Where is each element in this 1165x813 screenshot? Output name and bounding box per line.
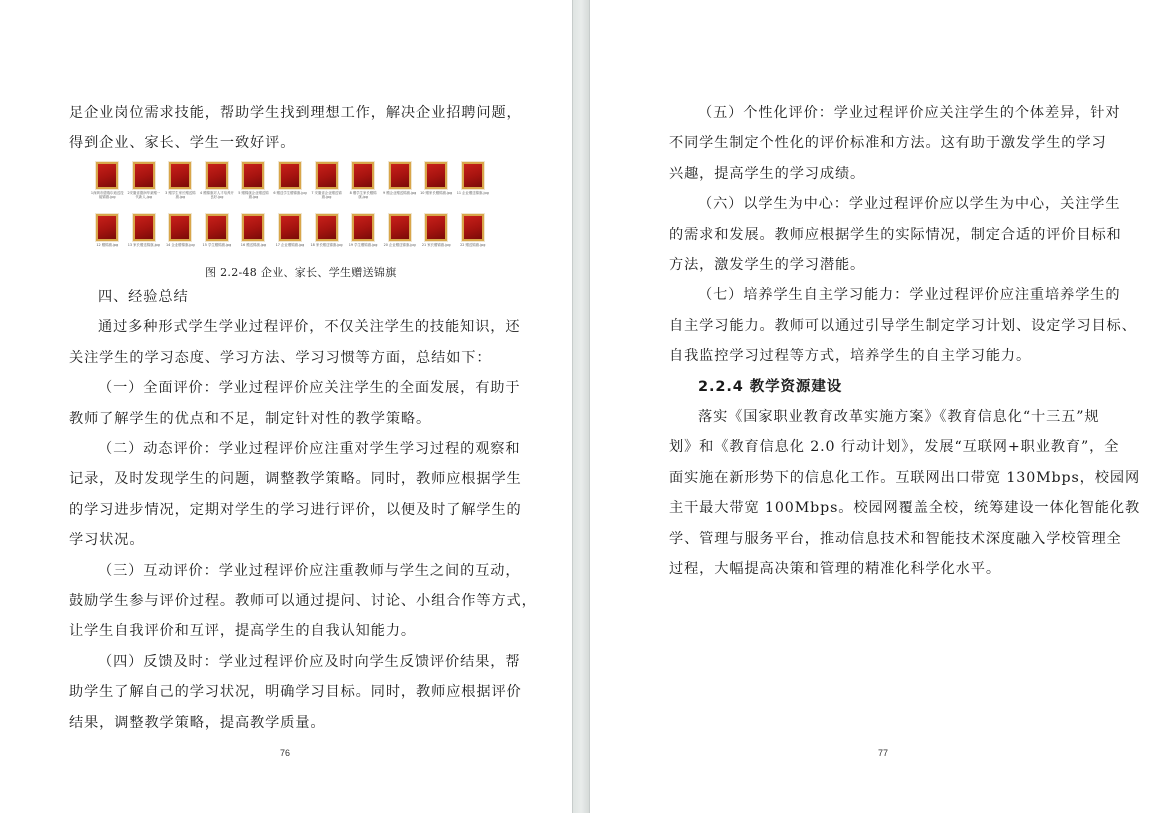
photo-caption: 6 赠送学生赠锦旗.jpg — [273, 191, 307, 195]
photo-caption: 16 赠送锦旗.jpg — [240, 243, 267, 247]
banner-image — [242, 214, 264, 241]
photo-figure — [90, 160, 490, 264]
banner-photo — [382, 160, 417, 212]
banner-image — [242, 162, 264, 189]
banner-photo — [90, 212, 125, 264]
banner-image — [316, 214, 338, 241]
photo-caption: 22 赠送锦旗.jpg — [460, 243, 486, 247]
banner-photo — [309, 160, 344, 212]
text-line: 结果，调整教学策略，提高教学质量。 — [69, 714, 326, 731]
banner-photo — [236, 160, 271, 212]
photo-caption: 20 企业赠送锦旗.jpg — [383, 243, 416, 247]
page-gutter — [572, 0, 590, 813]
banner-photo — [455, 212, 490, 264]
text-line: 方法，激发学生的学习潜能。 — [669, 257, 866, 274]
photo-caption: 3 赠学生家长赠送锦旗.jpg — [165, 191, 196, 200]
photo-caption: 10 赠家长赠锦旗.jpg — [420, 191, 453, 195]
text-line: 记录，及时发现学生的问题，调整教学策略。同时，教师应根据学生 — [69, 471, 522, 488]
photo-caption: 21 家长赠锦旗.jpg — [421, 243, 451, 247]
text-line: （七）培养学生自主学习能力：学业过程评价应注重培养学生的 — [698, 287, 1121, 304]
text-line: 足企业岗位需求技能，帮助学生找到理想工作，解决企业招聘问题， — [69, 105, 522, 121]
text-line: 鼓励学生参与评价过程。教师可以通过提问、讨论、小组合作等方式， — [69, 593, 537, 610]
photo-caption: 18 家长赠送锦旗.jpg — [310, 243, 343, 247]
text-line: 教师了解学生的优点和不足，制定针对性的教学策略。 — [69, 410, 432, 427]
banner-image — [279, 162, 301, 189]
banner-photo — [455, 160, 490, 212]
banner-image — [462, 214, 484, 241]
text-line: 自我监控学习过程等方式，培养学生的自主学习能力。 — [669, 348, 1032, 365]
text-line: 通过多种形式学生学业过程评价，不仅关注学生的技能知识，还 — [98, 319, 521, 336]
section-heading: 2.2.4 教学资源建设 — [698, 378, 843, 395]
text-line: 落实《国家职业教育改革实施方案》《教育信息化“十三五”规 — [698, 409, 1100, 426]
photo-caption: 12 赠锦旗.jpg — [96, 243, 119, 247]
right-page — [590, 0, 1165, 813]
text-line: （三）互动评价：学业过程评价应注重教师与学生之间的互动， — [98, 562, 521, 579]
figure-caption: 图 2.2-48 企业、家长、学生赠送锦旗 — [205, 266, 397, 279]
left-page — [0, 0, 572, 813]
page-number-right: 77 — [878, 748, 889, 758]
banner-image — [425, 214, 447, 241]
photo-caption: 7 安徽省企业赠送锦旗.jpg — [311, 191, 342, 200]
text-line: 助学生了解自己的学习状况，明确学习目标。同时，教师应根据评价 — [69, 684, 522, 701]
banner-photo — [90, 160, 125, 212]
text-line: 的需求和发展。教师应根据学生的实际情况，制定合适的评价目标和 — [669, 226, 1122, 243]
banner-image — [316, 162, 338, 189]
photo-caption: 15 学生赠锦旗.jpg — [202, 243, 232, 247]
banner-image — [425, 162, 447, 189]
text-line: （五）个性化评价：学业过程评价应关注学生的个体差异，针对 — [698, 105, 1121, 121]
banner-photo — [346, 212, 381, 264]
text-line: 学、管理与服务平台，推动信息技术和智能技术深度融入学校管理全 — [669, 530, 1122, 547]
page-number-left: 76 — [280, 748, 291, 758]
banner-photo — [163, 212, 198, 264]
banner-image — [279, 214, 301, 241]
banner-image — [169, 214, 191, 241]
banner-image — [133, 162, 155, 189]
text-line: （六）以学生为中心：学业过程评价应以学生为中心，关注学生 — [698, 196, 1121, 213]
banner-image — [389, 214, 411, 241]
banner-image — [462, 162, 484, 189]
banner-photo — [200, 160, 235, 212]
photo-grid — [90, 160, 490, 264]
photo-caption: 9 赠企业赠送锦旗.jpg — [382, 191, 417, 195]
banner-photo — [273, 160, 308, 212]
photo-caption: 17 企业赠锦旗.jpg — [275, 243, 305, 247]
text-line: 自主学习能力。教师可以通过引导学生制定学习计划、设定学习目标、 — [669, 317, 1137, 334]
photo-caption: 5 赠锦旗企业赠送锦旗.jpg — [238, 191, 269, 200]
banner-photo — [419, 212, 454, 264]
text-line: （四）反馈及时：学业过程评价应及时向学生反馈评价结果，帮 — [98, 653, 521, 670]
banner-image — [352, 214, 374, 241]
photo-caption: 8 赠学生家长赠锦旗.jpg — [349, 191, 377, 200]
text-line: 得到企业、家长、学生一致好评。 — [69, 135, 296, 152]
banner-image — [206, 162, 228, 189]
left-intro-text — [69, 98, 522, 159]
banner-image — [133, 214, 155, 241]
photo-caption: 11 企业赠送锦旗.jpg — [456, 191, 489, 195]
text-line: 主干最大带宽 100Mbps。校园网覆盖全校，统筹建设一体化智能化教 — [669, 500, 1141, 517]
text-line: 面实施在新形势下的信息化工作。互联网出口带宽 130Mbps，校园网 — [669, 469, 1141, 486]
banner-photo — [309, 212, 344, 264]
banner-photo — [382, 212, 417, 264]
banner-photo — [236, 212, 271, 264]
banner-photo — [419, 160, 454, 212]
text-line: 关注学生的学习态度、学习方法、学习习惯等方面，总结如下： — [69, 349, 492, 366]
banner-image — [206, 214, 228, 241]
banner-photo — [127, 160, 162, 212]
photo-caption: 4 赠锦旗对人才培养开良好.jpg — [200, 191, 234, 200]
photo-caption: 13 家长赠送锦旗.jpg — [127, 243, 160, 247]
left-body-text — [69, 282, 537, 738]
right-body-text — [669, 98, 1141, 585]
banner-image — [389, 162, 411, 189]
banner-photo — [346, 160, 381, 212]
banner-image — [169, 162, 191, 189]
banner-photo — [200, 212, 235, 264]
photo-caption: 1深圳市德瑞尔迪送技能锦旗.jpg — [90, 191, 124, 200]
text-line: 让学生自我评价和互评，提高学生的自我认知能力。 — [69, 623, 417, 640]
text-line: 不同学生制定个性化的评价标准和方法。这有助于激发学生的学习 — [669, 135, 1107, 152]
text-line: （一）全面评价：学业过程评价应关注学生的全面发展，有助于 — [98, 380, 521, 397]
banner-photo — [163, 160, 198, 212]
banner-photo — [273, 212, 308, 264]
text-line: 四、经验总结 — [98, 289, 189, 305]
text-line: 的学习进步情况，定期对学生的学习进行评价，以便及时了解学生的 — [69, 501, 522, 518]
text-line: 学习状况。 — [69, 532, 145, 549]
text-line: 过程，大幅提高决策和管理的精准化科学化水平。 — [669, 561, 1001, 578]
photo-caption: 2安徽省德润华莱赠一代新人.jpg — [127, 191, 161, 200]
text-line: （二）动态评价：学业过程评价应注重对学生学习过程的观察和 — [98, 441, 521, 458]
photo-caption: 14 企业赠锦旗.jpg — [166, 243, 195, 247]
photo-caption: 19 学生赠锦旗.jpg — [348, 243, 378, 247]
banner-image — [96, 214, 118, 241]
text-line: 划》和《教育信息化 2.0 行动计划》，发展“互联网+职业教育”，全 — [669, 439, 1120, 456]
text-line: 兴趣，提高学生的学习成绩。 — [669, 165, 866, 182]
banner-photo — [127, 212, 162, 264]
banner-image — [96, 162, 118, 189]
banner-image — [352, 162, 374, 189]
